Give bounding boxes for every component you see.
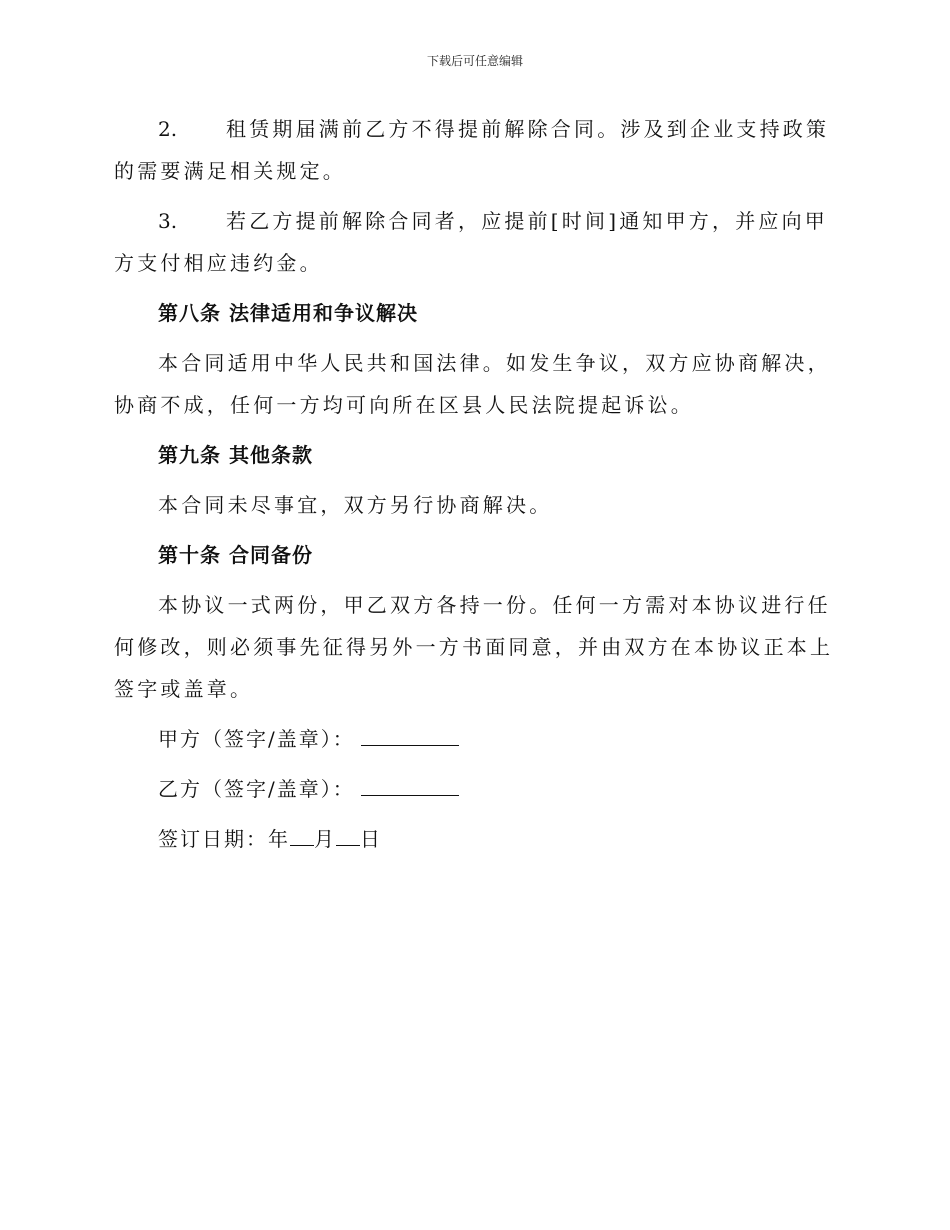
month-label: 月 [314, 827, 336, 851]
article-8-title: 第八条 法律适用和争议解决 [158, 301, 418, 325]
clause-text: 若乙方提前解除合同者，应提前[时间]通知甲方，并应向甲方支付相应违约金。 [114, 209, 829, 275]
party-b-blank [361, 775, 459, 796]
party-a-signature [114, 718, 834, 760]
clause-item-2 [114, 108, 834, 192]
day-blank [336, 825, 360, 846]
article-8-text: 本合同适用中华人民共和国法律。如发生争议，双方应协商解决，协商不成，任何一方均可向所在区县人民法院提起诉讼。 [114, 351, 831, 417]
party-b-label: 乙方（签字/盖章）： [158, 777, 355, 801]
party-a-blank [361, 725, 459, 746]
clause-item-3 [114, 200, 834, 284]
document-body [114, 108, 834, 868]
page-header: 下载后可任意编辑 [426, 54, 523, 68]
signing-date [114, 818, 834, 860]
clause-number: 2. [158, 117, 178, 141]
article-9-text: 本合同未尽事宜，双方另行协商解决。 [158, 493, 553, 517]
party-b-signature [114, 768, 834, 810]
article-10-text: 本协议一式两份，甲乙双方各持一份。任何一方需对本协议进行任何修改，则必须事先征得另外一方书面同意，并由双方在本协议正本上签字或盖章。 [114, 593, 834, 701]
clause-text: 租赁期届满前乙方不得提前解除合同。涉及到企业支持政策的需要满足相关规定。 [114, 117, 830, 183]
day-label: 日 [360, 827, 382, 851]
article-9-title: 第九条 其他条款 [158, 443, 313, 467]
clause-number: 3. [158, 209, 178, 233]
month-blank [290, 825, 314, 846]
year-label: 年 [268, 827, 290, 851]
party-a-label: 甲方（签字/盖章）： [158, 727, 355, 751]
article-10-title: 第十条 合同备份 [158, 543, 313, 567]
date-label: 签订日期： [158, 827, 268, 851]
